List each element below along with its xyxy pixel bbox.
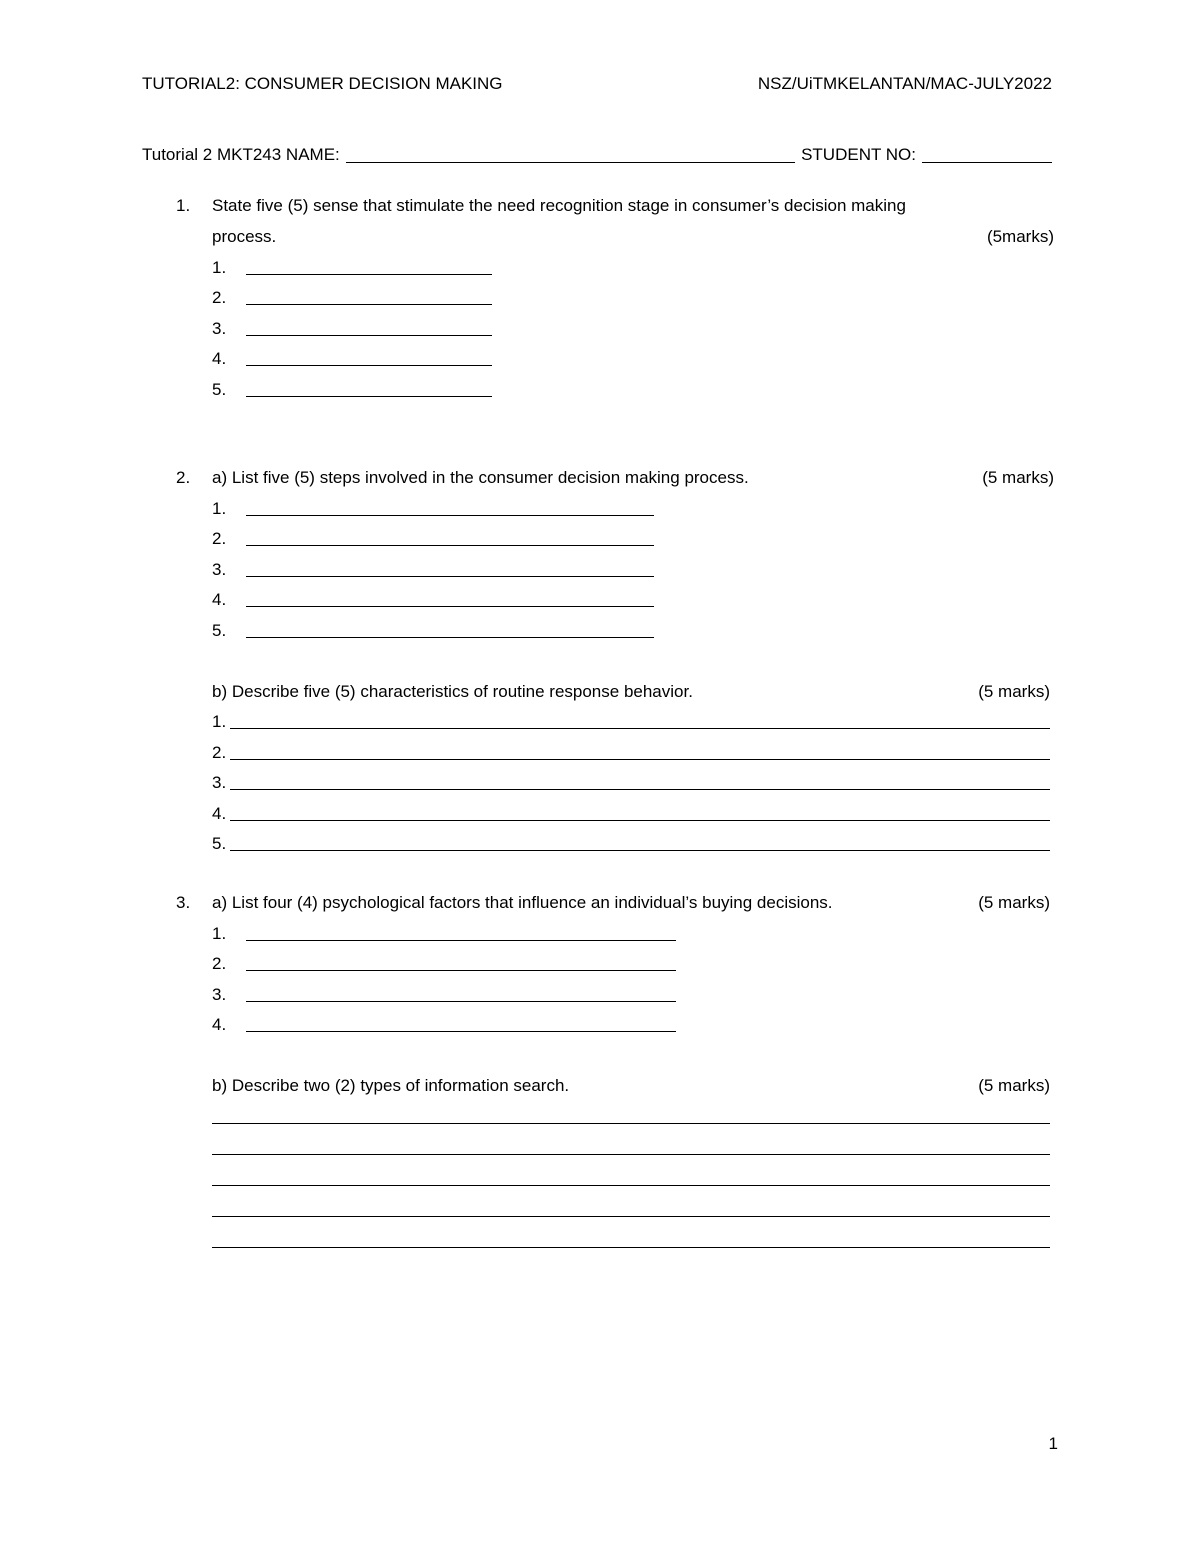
answer-line[interactable] [246, 365, 492, 366]
answer-line[interactable] [230, 789, 1050, 790]
question-2b [212, 676, 1054, 860]
answer-row [212, 979, 1054, 1010]
answer-line[interactable] [246, 545, 654, 546]
answer-line[interactable] [246, 606, 654, 607]
question-2 [142, 462, 1054, 859]
answer-line[interactable] [246, 1031, 676, 1032]
answer-line[interactable] [246, 970, 676, 971]
student-no-field[interactable] [922, 161, 1052, 163]
marks-label: (5 marks) [982, 468, 1054, 487]
question-3a-text: a) List four (4) psychological factors that influence an individual’s buying decisions. [212, 893, 833, 912]
answer-row [212, 283, 1054, 314]
student-no-label: STUDENT NO: [801, 145, 916, 164]
answer-row [212, 374, 1054, 405]
answer-line[interactable] [246, 576, 654, 577]
answer-number: 1. [212, 257, 227, 277]
question-number: 2. [176, 468, 191, 487]
answer-line[interactable] [246, 274, 492, 275]
answer-list [212, 918, 1054, 1040]
header-title: TUTORIAL2: CONSUMER DECISION MAKING [142, 74, 503, 93]
answer-row [212, 252, 1054, 283]
answer-number: 5. [212, 620, 227, 640]
answer-row [212, 768, 1054, 799]
name-line [142, 145, 1052, 165]
answer-row [212, 615, 1054, 646]
question-2b-text: b) Describe five (5) characteristics of routine response behavior. [212, 681, 693, 701]
page-number: 1 [1048, 1434, 1058, 1453]
answer-number: 4. [212, 803, 227, 823]
question-number: 3. [176, 893, 191, 912]
question-3b [212, 1070, 1054, 1248]
answer-number: 1. [212, 923, 227, 943]
answer-row [212, 344, 1054, 375]
answer-row [212, 313, 1054, 344]
page-header [142, 74, 1052, 94]
answer-line[interactable] [246, 637, 654, 638]
answer-number: 3. [212, 984, 227, 1004]
question-number: 1. [176, 196, 191, 215]
answer-number: 3. [212, 559, 227, 579]
answer-row [212, 1010, 1054, 1041]
answer-row [212, 554, 1054, 585]
answer-number: 5. [212, 834, 227, 853]
answer-line[interactable] [246, 515, 654, 516]
answer-line[interactable] [230, 820, 1050, 821]
answer-list [212, 493, 1054, 646]
answer-row [212, 707, 1054, 738]
header-course-code: NSZ/UiTMKELANTAN/MAC-JULY2022 [757, 74, 1052, 93]
answer-number: 4. [212, 349, 227, 368]
marks-label: (5marks) [986, 227, 1054, 246]
answer-number: 5. [212, 379, 227, 399]
answer-line[interactable] [246, 940, 676, 941]
question-3 [142, 887, 1054, 1256]
answer-number: 4. [212, 1015, 227, 1034]
question-2a-text: a) List five (5) steps involved in the consumer decision making process. [212, 468, 749, 487]
answer-number: 1. [212, 712, 227, 731]
answer-row [212, 949, 1054, 980]
answer-line[interactable] [212, 1132, 1050, 1155]
answer-row [212, 585, 1054, 616]
answer-line[interactable] [212, 1163, 1050, 1186]
answer-row [212, 493, 1054, 524]
answer-line[interactable] [230, 759, 1050, 760]
answer-row [212, 798, 1054, 829]
answer-number: 2. [212, 288, 227, 307]
answer-line[interactable] [246, 396, 492, 397]
answer-line[interactable] [212, 1194, 1050, 1217]
question-1 [142, 190, 1054, 405]
answer-row [212, 829, 1054, 860]
answer-number: 1. [212, 498, 227, 518]
question-text: State five (5) sense that stimulate the need recognition stage in consumer’s decision making [212, 196, 906, 215]
answer-row [212, 737, 1054, 768]
answer-line[interactable] [230, 850, 1050, 851]
answer-number: 2. [212, 742, 227, 762]
name-field[interactable] [346, 161, 795, 163]
answer-line[interactable] [246, 1001, 676, 1002]
answer-number: 3. [212, 318, 227, 338]
answer-number: 2. [212, 529, 227, 548]
marks-label: (5 marks) [978, 1076, 1050, 1095]
answer-line[interactable] [246, 335, 492, 336]
answer-list [212, 252, 1054, 405]
answer-line[interactable] [246, 304, 492, 305]
question-text-continued: process. [212, 227, 277, 246]
marks-label: (5 marks) [978, 893, 1050, 912]
name-label: Tutorial 2 MKT243 NAME: [142, 145, 340, 164]
answer-number: 3. [212, 773, 227, 792]
answer-number: 4. [212, 590, 227, 609]
answer-number: 2. [212, 954, 227, 973]
answer-line[interactable] [212, 1101, 1050, 1124]
question-3b-text: b) Describe two (2) types of information search. [212, 1076, 570, 1095]
answer-row [212, 524, 1054, 555]
marks-label: (5 marks) [978, 681, 1050, 701]
answer-line[interactable] [212, 1225, 1050, 1248]
answer-line[interactable] [230, 728, 1050, 729]
answer-row [212, 918, 1054, 949]
